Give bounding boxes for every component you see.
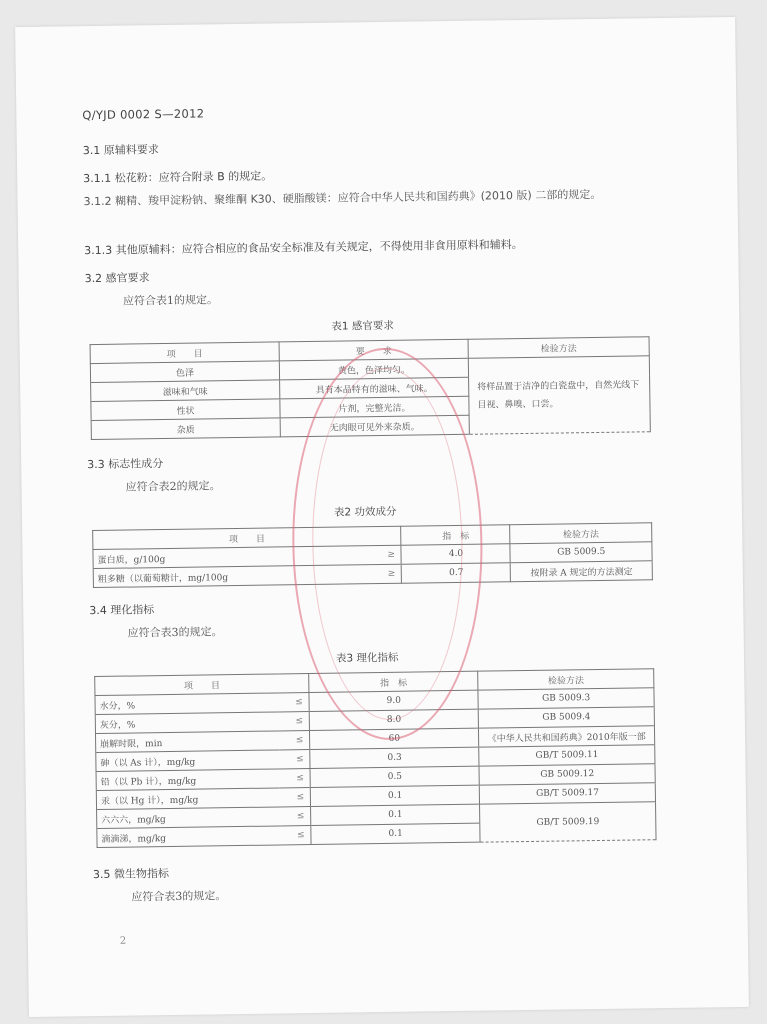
table3-item: 水分，% (95, 693, 279, 715)
section-3-2-heading: 3.2 感官要求 (84, 271, 150, 286)
table1-header-item: 项 目 (90, 342, 279, 364)
table3-method: GB/T 5009.17 (479, 783, 655, 804)
table3-value: 60 (310, 728, 479, 749)
table3-value: 0.5 (310, 766, 479, 787)
standard-code: Q/YJD 0002 S—2012 (82, 106, 205, 123)
section-3-4-text: 应符合表3的规定。 (127, 625, 223, 640)
sensory-requirements-table (90, 336, 651, 440)
table1-cell: 片剂，完整光洁。 (280, 396, 469, 418)
page-number: 2 (119, 935, 127, 947)
table3-comparator: ≤ (279, 712, 310, 731)
table2-comparator: ≥ (371, 545, 402, 564)
section-3-2-text: 应符合表1的规定。 (122, 293, 219, 308)
section-3-1-heading: 3.1 原辅料要求 (82, 143, 159, 158)
table2-header-item: 项 目 (93, 526, 402, 549)
table3-method: GB 5009.3 (478, 688, 654, 709)
table2-header-index: 指 标 (401, 525, 510, 546)
table3-value: 9.0 (309, 690, 478, 711)
table3-comparator: ≤ (280, 788, 311, 807)
document-page (15, 17, 749, 1017)
stamp-text (333, 468, 440, 492)
table3-item: 汞（以 Hg 计），mg/kg (96, 788, 280, 810)
table1-method-cell: 将样品置于洁净的白瓷盘中，自然光线下目视、鼻嗅、口尝。 (468, 356, 650, 435)
table2-value: 4.0 (401, 544, 510, 565)
table3-item: 六六六，mg/kg (97, 807, 281, 829)
table3-caption: 表3 理化指标 (335, 651, 399, 665)
table1-cell: 杂质 (91, 418, 280, 440)
table3-item: 灰分，% (95, 712, 279, 734)
table1-header-requirement: 要 求 (279, 339, 468, 361)
table2-caption: 表2 功效成分 (333, 505, 397, 519)
table1-cell: 具有本品特有的滋味、气味。 (280, 377, 469, 399)
table3-comparator: ≤ (280, 769, 311, 788)
section-3-3-heading: 3.3 标志性成分 (87, 457, 164, 472)
table2-method: 按附录 A 规定的方法测定 (511, 561, 653, 582)
section-3-4-heading: 3.4 理化指标 (89, 603, 155, 618)
table3-item: 砷（以 As 计），mg/kg (96, 750, 280, 772)
table2-method: GB 5009.5 (510, 542, 652, 563)
table3-item: 崩解时限，min (95, 731, 279, 753)
table3-comparator: ≤ (280, 807, 311, 826)
table3-header-index: 指 标 (309, 671, 478, 692)
table3-comparator: ≤ (279, 731, 310, 750)
table2-comparator: ≥ (371, 564, 402, 583)
table3-shared-method: GB/T 5009.19 (480, 802, 656, 842)
table2-item: 蛋白质，g/100g (93, 546, 371, 569)
table3-value: 0.1 (311, 785, 480, 806)
table3-comparator: ≤ (279, 693, 310, 712)
table1-cell: 黄色，色泽均匀。 (279, 358, 468, 380)
section-3-1-1: 3.1.1 松花粉：应符合附录 B 的规定。 (83, 169, 273, 186)
table3-comparator: ≤ (281, 826, 312, 845)
table2-header-method: 检验方法 (510, 523, 652, 544)
table3-header-method: 检验方法 (478, 669, 654, 690)
table1-cell: 无肉眼可见外来杂质。 (280, 415, 469, 437)
table3-item: 滴滴涕，mg/kg (97, 826, 281, 848)
table1-cell: 滋味和气味 (91, 380, 280, 402)
table1-header-method: 检验方法 (468, 337, 649, 359)
table3-value: 8.0 (309, 709, 478, 730)
section-3-1-3: 3.1.3 其他原辅料：应符合相应的食品安全标准及有关规定，不得使用非食用原料和辅料。 (84, 238, 523, 258)
table1-cell: 性状 (91, 399, 280, 421)
table1-cell: 色泽 (90, 361, 279, 383)
table2-item: 粗多糖（以葡萄糖计，mg/100g (93, 565, 371, 588)
table3-header-item: 项 目 (95, 674, 309, 696)
section-3-3-text: 应符合表2的规定。 (125, 479, 221, 494)
table3-comparator: ≤ (279, 750, 310, 769)
table3-method: 《中华人民共和国药典》2010年版一部 (479, 726, 655, 747)
functional-components-table (92, 522, 653, 588)
section-3-1-2: 3.1.2 糊精、羧甲淀粉钠、聚维酮 K30、硬脂酸镁：应符合中华人民共和国药典》(2010 版) 二部的规定。 (83, 187, 602, 209)
table3-method: GB 5009.12 (479, 764, 655, 785)
table3-value: 0.3 (310, 747, 479, 768)
table3-method: GB/T 5009.11 (479, 745, 655, 766)
table3-method: GB 5009.4 (478, 707, 654, 728)
section-3-5-heading: 3.5 微生物指标 (92, 867, 170, 882)
table3-value: 0.1 (311, 804, 480, 825)
table3-item: 铅（以 Pb 计），mg/kg (96, 769, 280, 791)
section-3-5-text: 应符合表3的规定。 (131, 889, 227, 904)
physicochemical-indicators-table (94, 668, 656, 848)
table2-value: 0.7 (402, 563, 511, 584)
table1-caption: 表1 感官要求 (331, 319, 394, 333)
table3-value: 0.1 (311, 823, 480, 844)
